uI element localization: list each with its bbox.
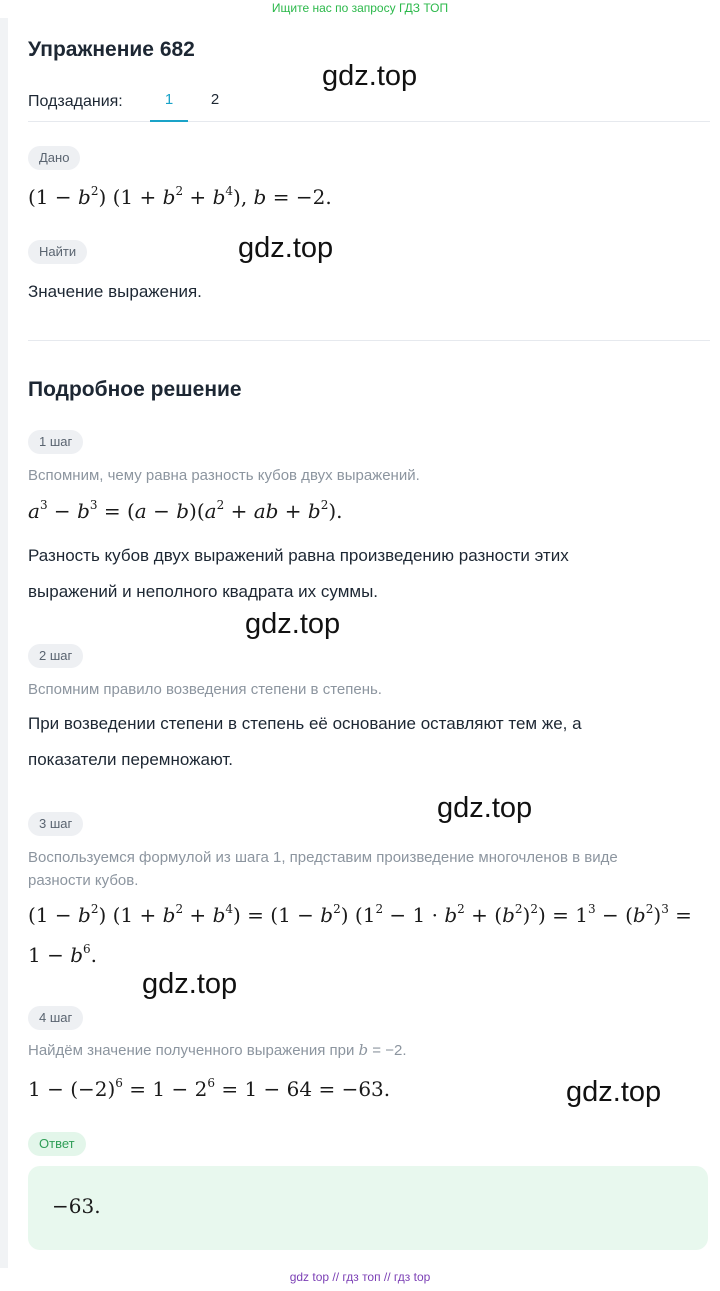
step-1-badge: 1 шаг: [28, 430, 83, 454]
given-badge: Дано: [28, 146, 80, 170]
watermark: gdz.top: [245, 608, 341, 640]
section-divider: [28, 340, 710, 341]
top-banner[interactable]: Ищите нас по запросу ГДЗ ТОП: [271, 1, 449, 15]
find-text: Значение выражения.: [28, 282, 202, 301]
step-3-hint-line-1: Воспользуемся формулой из шага 1, представим произведение многочленов в виде: [28, 849, 618, 866]
step-3-formula-line-2: $1 - b^6$.: [28, 942, 98, 967]
given-expression: $(1 - b^2)$ $(1 + b^2 + b^4)$, b = −2.: [28, 184, 332, 209]
step-3-formula-line-1: $(1 - b^2)$ $(1 + b^2 + b^4) = (1 - b^2)$ $(1^2 - 1 \cdot b^2 + (b^2)^2) = 1^3 - (b^2)^3$ =: [28, 902, 692, 927]
step-3-hint-line-2: разности кубов.: [28, 872, 139, 889]
step-2-badge: 2 шаг: [28, 644, 83, 668]
step-1-hint: Вспомним, чему равна разность кубов двух выражений.: [28, 467, 420, 484]
answer-value: −63.: [52, 1194, 101, 1218]
step-4-badge: 4 шаг: [28, 1006, 83, 1030]
step-1-formula: $a^3 - b^3 = (a - b)(a^2$ + ab + $b^2$).: [28, 498, 343, 523]
subtasks-label: Подзадания:: [28, 93, 123, 110]
step-4-hint: Найдём значение полученного выражения при b = −2.: [28, 1041, 407, 1059]
watermark: gdz.top: [437, 792, 533, 824]
exercise-title: Упражнение 682: [28, 38, 195, 61]
subtask-tab-1[interactable]: 1: [150, 88, 188, 122]
answer-box: [28, 1166, 708, 1250]
watermark: gdz.top: [142, 968, 238, 1000]
watermark: gdz.top: [566, 1076, 662, 1108]
step-1-text-line-1: Разность кубов двух выражений равна произведению разности этих: [28, 546, 569, 565]
step-2-hint: Вспомним правило возведения степени в степень.: [28, 681, 382, 698]
find-badge: Найти: [28, 240, 87, 264]
solution-title: Подробное решение: [28, 378, 242, 401]
subtasks-bar: [28, 88, 710, 122]
watermark: gdz.top: [322, 60, 418, 92]
footer-links[interactable]: gdz top // гдз топ // гдз top: [289, 1270, 431, 1284]
left-rule: [0, 18, 8, 1268]
answer-badge: Ответ: [28, 1132, 86, 1156]
step-4-formula: $1 - (-2)^6 = 1 - 2^6 = 1 - 64 = -63$.: [28, 1076, 391, 1101]
subtask-tab-2[interactable]: 2: [210, 91, 220, 108]
watermark: gdz.top: [238, 232, 334, 264]
step-1-text-line-2: выражений и неполного квадрата их суммы.: [28, 582, 379, 601]
step-2-text-line-2: показатели перемножают.: [28, 750, 233, 769]
step-2-text-line-1: При возведении степени в степень её основание оставляют тем же, а: [28, 714, 582, 733]
step-3-badge: 3 шаг: [28, 812, 83, 836]
